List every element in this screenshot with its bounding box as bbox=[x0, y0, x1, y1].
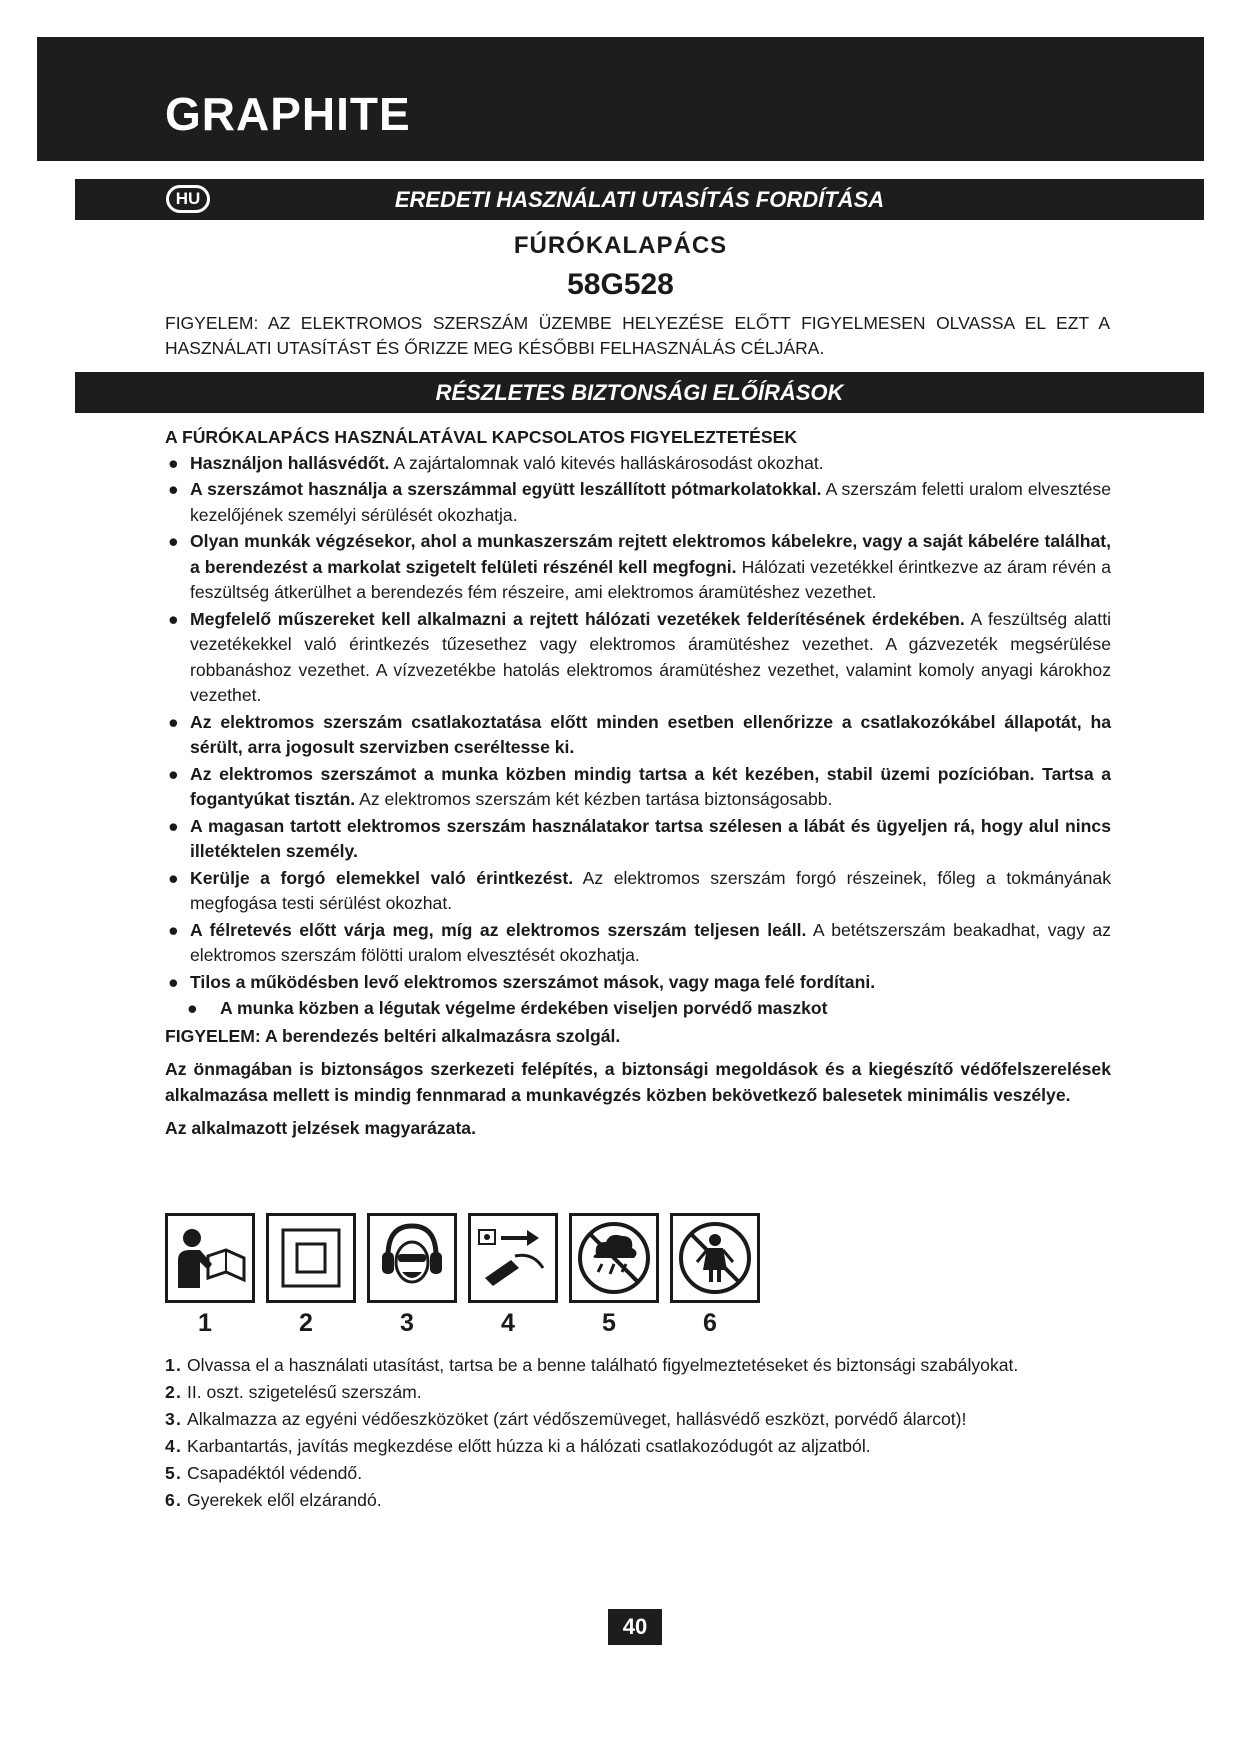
legend-number: 5 bbox=[165, 1463, 175, 1483]
legend-period: . bbox=[176, 1436, 181, 1456]
bullet-dot: ● bbox=[168, 971, 179, 992]
bullet-bold-text: Olyan munkák végzésekor, ahol a munkaszerszám rejtett elektromos kábelekre, vagy a saját kábelére találhat, a berendezést a markolat szigetelt felületi részénél kell megfogni. bbox=[190, 531, 1111, 577]
bullet-bold-text: Megfelelő műszereket kell alkalmazni a rejtett hálózati vezetékek felderítésének érdekében. bbox=[190, 608, 965, 629]
indoor-note: FIGYELEM: A berendezés beltéri alkalmazásra szolgál. bbox=[165, 1025, 621, 1046]
symbol-number: 4 bbox=[501, 1309, 515, 1337]
bullet-bold-text: Az elektromos szerszám csatlakoztatása előtt minden esetben ellenőrizze a csatlakozókábel állapotát, ha sérült, arra jogosult szervizben cseréltesse ki. bbox=[190, 711, 1111, 757]
bullet-text: A szerszám feletti uralom elvesztése kezelőjének személyi sérülését okozhatja. bbox=[190, 479, 1111, 525]
symbols-heading: Az alkalmazott jelzések magyarázata. bbox=[165, 1118, 476, 1138]
legend-period: . bbox=[176, 1355, 181, 1375]
safety-section bbox=[165, 425, 1111, 1142]
safety-bullet-list bbox=[165, 451, 1111, 1022]
legend-period: . bbox=[176, 1463, 181, 1483]
bullet-dot: ● bbox=[168, 711, 179, 732]
bullet-dot: ● bbox=[187, 998, 198, 1018]
product-code: 58G528 bbox=[567, 268, 674, 301]
bullet-dot: ● bbox=[168, 867, 179, 888]
read-manual-icon bbox=[165, 1213, 255, 1303]
bullet-bold-text: A magasan tartott elektromos szerszám használatakor tartsa szélesen a lábát és ügyeljen rá, hogy alul nincs illetéktelen személy. bbox=[190, 815, 1111, 861]
safety-bullet bbox=[165, 918, 1111, 969]
bullet-text: Hálózati vezetékkel érintkezve az áram révén a feszültség átkerülhet a berendezés fém részeire, ami elektromos áramütéshez vezethet. bbox=[190, 556, 1111, 602]
legend-text: Gyerekek elől elzárandó. bbox=[187, 1490, 382, 1510]
language-badge: HU bbox=[166, 185, 210, 213]
safety-bullet bbox=[165, 866, 1111, 917]
brand-logo: GRAPHITE bbox=[165, 88, 411, 140]
bullet-text: A zajártalomnak való kitevés halláskárosodást okozhat. bbox=[389, 452, 824, 473]
page-number: 40 bbox=[608, 1609, 662, 1645]
bullet-dot: ● bbox=[168, 763, 179, 784]
legend-item bbox=[165, 1433, 1105, 1459]
symbol-number: 6 bbox=[703, 1309, 717, 1337]
legend-text: Karbantartás, javítás megkezdése előtt húzza ki a hálózati csatlakozódugót az aljzatból. bbox=[187, 1436, 871, 1456]
safety-bullet bbox=[165, 710, 1111, 761]
bullet-text: Az elektromos szerszám két kézben tartása biztonságosabb. bbox=[355, 789, 833, 809]
no-rain-icon bbox=[569, 1213, 659, 1303]
symbol-number: 3 bbox=[400, 1309, 414, 1337]
symbol-legend bbox=[165, 1352, 1105, 1514]
bullet-bold-text: Tilos a működésben levő elektromos szerszámot mások, vagy maga felé fordítani. bbox=[190, 971, 876, 992]
bullet-dot: ● bbox=[168, 608, 179, 629]
bullet-bold-text: Használjon hallásvédőt. bbox=[190, 452, 390, 473]
bullet-bold-text: A félretevés előtt várja meg, míg az elektromos szerszám teljesen leáll. bbox=[190, 919, 807, 940]
legend-item bbox=[165, 1406, 1105, 1432]
residual-risk-paragraph: Az önmagában is biztonságos szerkezeti felépítés, a biztonsági megoldások és a kiegészítő védőfelszerelések alkalmazása mellett is mindig fennmarad a munkavégzés közben bekövetkező balesetek minimális veszélye. bbox=[165, 1059, 1111, 1105]
bullet-text: A betétszerszám beakadhat, vagy az elektromos szerszám fölötti uralom elvesztését okozhatja. bbox=[190, 919, 1111, 965]
legend-number: 6 bbox=[165, 1490, 175, 1510]
legend-period: . bbox=[176, 1409, 181, 1429]
legend-item bbox=[165, 1460, 1105, 1486]
section-bar bbox=[75, 372, 1204, 413]
bullet-bold-text: A munka közben a légutak végelme érdekében viseljen porvédő maszkot bbox=[220, 998, 828, 1018]
unplug-icon bbox=[468, 1213, 558, 1303]
safety-bullet bbox=[165, 607, 1111, 709]
bullet-text: Az elektromos szerszám forgó részeinek, főleg a tokmányának megfogása testi sérülést okozhat. bbox=[190, 867, 1111, 913]
symbol-number: 5 bbox=[602, 1309, 616, 1337]
title-bar bbox=[75, 179, 1204, 220]
section-subheading: A FÚRÓKALAPÁCS HASZNÁLATÁVAL KAPCSOLATOS FIGYELEZTETÉSEK bbox=[165, 427, 798, 447]
safety-bullet bbox=[165, 814, 1111, 865]
legend-number: 2 bbox=[165, 1382, 175, 1402]
safety-bullet bbox=[165, 451, 1111, 477]
bullet-dot: ● bbox=[168, 452, 179, 473]
bullet-bold-text: A szerszámot használja a szerszámmal együtt leszállított pótmarkolatokkal. bbox=[190, 479, 822, 499]
protective-equipment-icon bbox=[367, 1213, 457, 1303]
legend-number: 4 bbox=[165, 1436, 175, 1456]
legend-period: . bbox=[176, 1382, 181, 1402]
header-band bbox=[37, 37, 1204, 161]
bullet-bold-text: Az elektromos szerszámot a munka közben mindig tartsa a két kezében, stabil üzemi pozícióban. Tartsa a fogantyúkat tisztán. bbox=[190, 763, 1111, 809]
safety-bullet bbox=[165, 477, 1111, 528]
bullet-text: A feszültség alatti vezetékekkel való érintkezés tűzesethez vagy elektromos áramütéshez vezethet. A gázvezeték megsérülése robbanáshoz vezethet. A vízvezetékbe hatolás elektromos áramütéshez vezethet, valamint komoly anyagi károkhoz vezethet. bbox=[190, 608, 1111, 705]
legend-text: Olvassa el a használati utasítást, tartsa be a benne található figyelmeztetéseket és biztonsági szabályokat. bbox=[187, 1355, 1019, 1375]
legend-text: Alkalmazza az egyéni védőeszközöket (zárt védőszemüveget, hallásvédő eszközt, porvédő álarcot)! bbox=[187, 1409, 967, 1429]
safety-bullet bbox=[165, 970, 1111, 996]
legend-item bbox=[165, 1352, 1105, 1378]
safety-bullet bbox=[165, 529, 1111, 606]
symbol-number: 1 bbox=[198, 1309, 212, 1337]
legend-text: Csapadéktól védendő. bbox=[187, 1463, 363, 1483]
legend-period: . bbox=[176, 1490, 181, 1510]
legend-item bbox=[165, 1379, 1105, 1405]
symbol-number: 2 bbox=[299, 1309, 313, 1337]
legend-number: 1 bbox=[165, 1355, 175, 1375]
read-manual-warning: FIGYELEM: AZ ELEKTROMOS SZERSZÁM ÜZEMBE HELYEZÉSE ELŐTT FIGYELMESEN OLVASSA EL EZT A HASZNÁLATI UTASÍTÁST ÉS ŐRIZZE MEG KÉSŐBBI FELHASZNÁLÁS CÉLJÁRA. bbox=[165, 313, 1110, 358]
keep-from-children-icon bbox=[670, 1213, 760, 1303]
safety-bullet bbox=[165, 996, 1111, 1022]
bullet-dot: ● bbox=[168, 815, 179, 836]
safety-bullet bbox=[165, 762, 1111, 813]
bullet-dot: ● bbox=[168, 531, 179, 551]
legend-number: 3 bbox=[165, 1409, 175, 1429]
bullet-dot: ● bbox=[168, 919, 179, 940]
bullet-dot: ● bbox=[168, 479, 179, 499]
document-title: EREDETI HASZNÁLATI UTASÍTÁS FORDÍTÁSA bbox=[394, 187, 885, 212]
section-title: RÉSZLETES BIZTONSÁGI ELŐÍRÁSOK bbox=[435, 380, 844, 405]
product-name: FÚRÓKALAPÁCS bbox=[513, 232, 728, 259]
symbol-strip bbox=[165, 1213, 765, 1305]
legend-item bbox=[165, 1487, 1105, 1513]
bullet-bold-text: Kerülje a forgó elemekkel való érintkezést. bbox=[190, 867, 574, 888]
legend-text: II. oszt. szigetelésű szerszám. bbox=[187, 1382, 422, 1402]
class-ii-insulation-icon bbox=[266, 1213, 356, 1303]
